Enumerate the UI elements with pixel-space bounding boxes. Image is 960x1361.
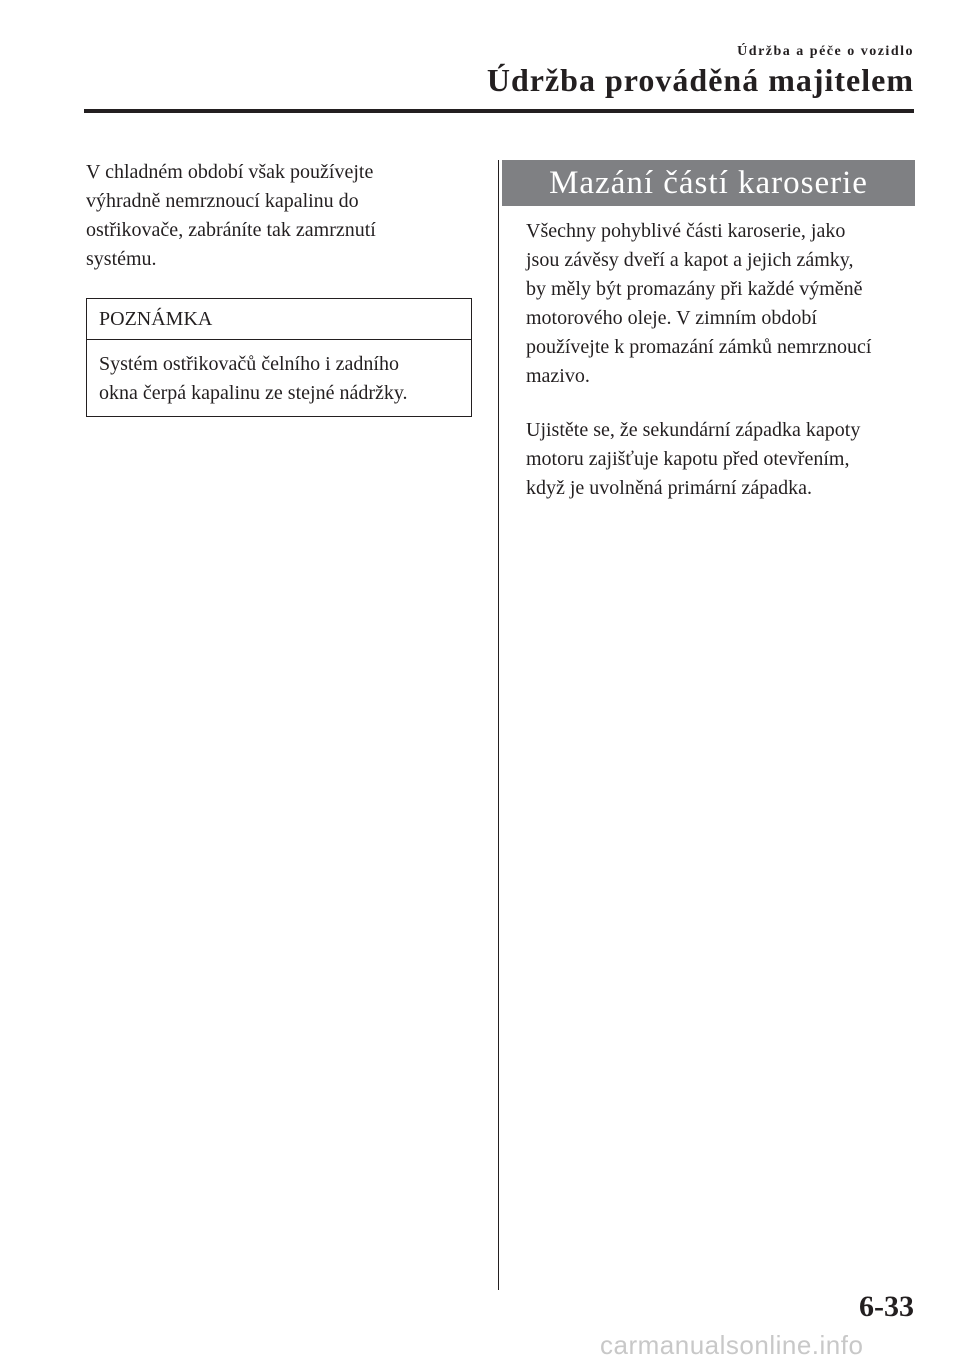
column-divider: [498, 160, 499, 1290]
text-line: ostřikovače, zabráníte tak zamrznutí: [86, 219, 376, 241]
text-line: používejte k promazání zámků nemrznoucí: [526, 336, 872, 358]
right-paragraph-2: [526, 416, 918, 503]
text-line: Všechny pohyblivé části karoserie, jako: [526, 220, 846, 242]
text-line: okna čerpá kapalinu ze stejné nádržky.: [99, 382, 408, 404]
text-line: když je uvolněná primární západka.: [526, 477, 812, 499]
right-paragraph-1: [526, 217, 918, 391]
right-column: [526, 217, 918, 503]
watermark: carmanualsonline.info: [600, 1330, 864, 1360]
text-line: Systém ostřikovačů čelního i zadního: [99, 353, 399, 375]
text-line: by měly být promazány při každé výměně: [526, 278, 863, 300]
left-paragraph: [86, 158, 476, 274]
left-column: [86, 158, 476, 417]
note-box: [86, 298, 472, 417]
header-divider: [84, 109, 914, 113]
section-heading: Mazání částí karoserie: [502, 160, 915, 206]
text-line: motoru zajišťuje kapotu před otevřením,: [526, 448, 850, 470]
chapter-header: Údržba a péče o vozidlo: [737, 44, 914, 59]
note-body: [87, 340, 471, 416]
note-title: POZNÁMKA: [87, 299, 471, 340]
text-line: mazivo.: [526, 365, 590, 387]
text-line: V chladném období však používejte: [86, 161, 374, 183]
text-line: jsou závěsy dveří a kapot a jejich zámky,: [526, 249, 854, 271]
page-number: 6-33: [859, 1290, 914, 1323]
text-line: výhradně nemrznoucí kapalinu do: [86, 190, 359, 212]
text-line: motorového oleje. V zimním období: [526, 307, 817, 329]
text-line: Ujistěte se, že sekundární západka kapoty: [526, 419, 861, 441]
section-title: Údržba prováděná majitelem: [486, 62, 914, 98]
text-line: systému.: [86, 248, 157, 270]
